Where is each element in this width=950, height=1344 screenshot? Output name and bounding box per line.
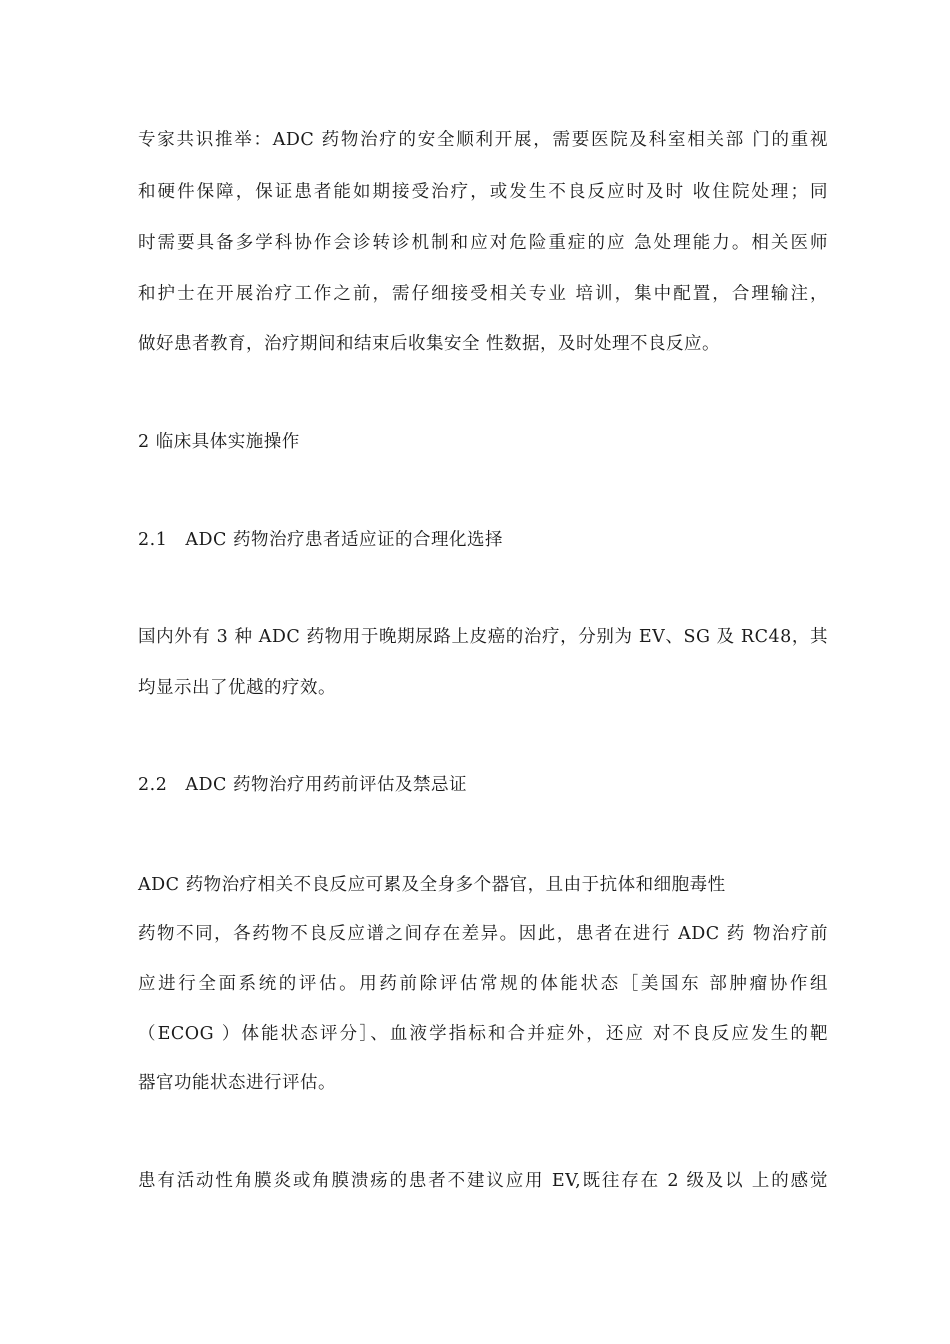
section-2-2-heading: 2.2 ADC 药物治疗用药前评估及禁忌证 xyxy=(138,775,467,795)
paragraph-1-line-4: 和护士在开展治疗工作之前，需仔细接受相关专业 培训，集中配置，合理输注， xyxy=(138,284,828,304)
section-2-heading: 2 临床具体实施操作 xyxy=(138,432,300,452)
paragraph-1-line-2: 和硬件保障，保证患者能如期接受治疗，或发生不良反应时及时 收住院处理；同 xyxy=(138,182,828,202)
paragraph-3-line-5: 器官功能状态进行评估。 xyxy=(138,1073,336,1093)
section-2-1-heading: 2.1 ADC 药物治疗患者适应证的合理化选择 xyxy=(138,530,503,550)
paragraph-3-line-1: ADC 药物治疗相关不良反应可累及全身多个器官，且由于抗体和细胞毒性 xyxy=(138,875,726,895)
paragraph-2-line-1: 国内外有 3 种 ADC 药物用于晚期尿路上皮癌的治疗，分别为 EV、SG 及 RC48，其 xyxy=(138,627,828,647)
paragraph-3-line-2: 药物不同，各药物不良反应谱之间存在差异。因此，患者在进行 ADC 药 物治疗前 xyxy=(138,924,828,944)
paragraph-3-line-3: 应进行全面系统的评估。用药前除评估常规的体能状态［美国东 部肿瘤协作组 xyxy=(138,974,828,994)
paragraph-1-line-3: 时需要具备多学科协作会诊转诊机制和应对危险重症的应 急处理能力。相关医师 xyxy=(138,233,828,253)
paragraph-2-line-2: 均显示出了优越的疗效。 xyxy=(138,678,336,698)
paragraph-3-line-4: （ECOG ）体能状态评分］、血液学指标和合并症外，还应 对不良反应发生的靶 xyxy=(138,1024,828,1044)
paragraph-1-line-1: 专家共识推举：ADC 药物治疗的安全顺利开展，需要医院及科室相关部 门的重视 xyxy=(138,130,828,150)
paragraph-4-line-1: 患有活动性角膜炎或角膜溃疡的患者不建议应用 EV,既往存在 2 级及以 上的感觉 xyxy=(138,1171,828,1191)
paragraph-1-line-5: 做好患者教育，治疗期间和结束后收集安全 性数据，及时处理不良反应。 xyxy=(138,334,721,354)
